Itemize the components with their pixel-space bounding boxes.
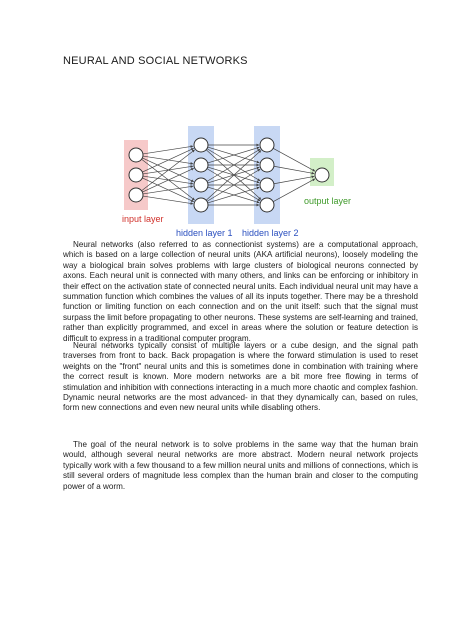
connection-line <box>143 146 193 154</box>
hidden1-neuron-3 <box>194 178 208 192</box>
connection-line <box>142 150 195 191</box>
input-layer-label: input layer <box>122 214 164 224</box>
connection-line <box>142 168 193 192</box>
hidden1-neuron-4 <box>194 198 208 212</box>
paragraph-3: The goal of the neural network is to solve problems in the same way that the human brain would, although several neural networks are more abstract. Modern neural network projects typically work with a few thousand to a few million neural units and millions of connections, which is still several orders of magnitude less complex than the human brain and closer to the computing power of a worm. <box>63 440 418 491</box>
hidden2-neuron-4 <box>260 198 274 212</box>
hidden2-neuron-2 <box>260 158 274 172</box>
hidden-layer-1-label: hidden layer 1 <box>176 228 233 238</box>
input-neuron-3 <box>129 188 143 202</box>
output-neuron-1 <box>315 168 329 182</box>
hidden1-neuron-2 <box>194 158 208 172</box>
paragraph-1: Neural networks (also referred to as connectionist systems) are a computational approach, which is based on a large collection of neural units (AKA artificial neurons), loosely modeling the way a biological brain solves problems with large clusters of biological neurons connected by axons. Each neural unit is connected with many others, and links can be enforcing or inhibitory in their effect on the activation state of connected neural units. Each individual neural unit may have a summation function which combines the values of all its inputs together. There may be a threshold function or limiting function on each connection and on the unit itself: such that the signal must surpass the limit before propagating to other neurons. These systems are self-learning and trained, rather than explicitly programmed, and excel in areas where the solution or feature detection is difficult to express in a traditional computer program. <box>63 240 418 343</box>
connection-line <box>142 148 193 172</box>
paragraph-2: Neural networks typically consist of multiple layers or a cube design, and the signal path traverses from front to back. Back propagation is where the forward stimulation is used to reset weights on the "front" neural units and this is sometimes done in combination with training where the correct result is known. More modern networks are a bit more free flowing in terms of stimulation and inhibition with connections interacting in a much more chaotic and complex fashion. Dynamic neural networks are the most advanced- in that they dynamically can, based on rules, form new connections and even new neural units while disabling others. <box>63 341 418 413</box>
connection-line <box>143 196 193 204</box>
hidden2-neuron-1 <box>260 138 274 152</box>
hidden2-neuron-3 <box>260 178 274 192</box>
neural-network-diagram <box>110 118 380 248</box>
document-title: NEURAL AND SOCIAL NETWORKS <box>63 55 248 67</box>
input-neuron-1 <box>129 148 143 162</box>
connection-line <box>206 150 261 200</box>
input-neuron-2 <box>129 168 143 182</box>
network-neurons <box>129 138 329 212</box>
output-layer-label: output layer <box>304 196 352 206</box>
network-connections <box>142 145 315 205</box>
hidden1-neuron-1 <box>194 138 208 152</box>
hidden-layer-2-label: hidden layer 2 <box>242 228 299 238</box>
